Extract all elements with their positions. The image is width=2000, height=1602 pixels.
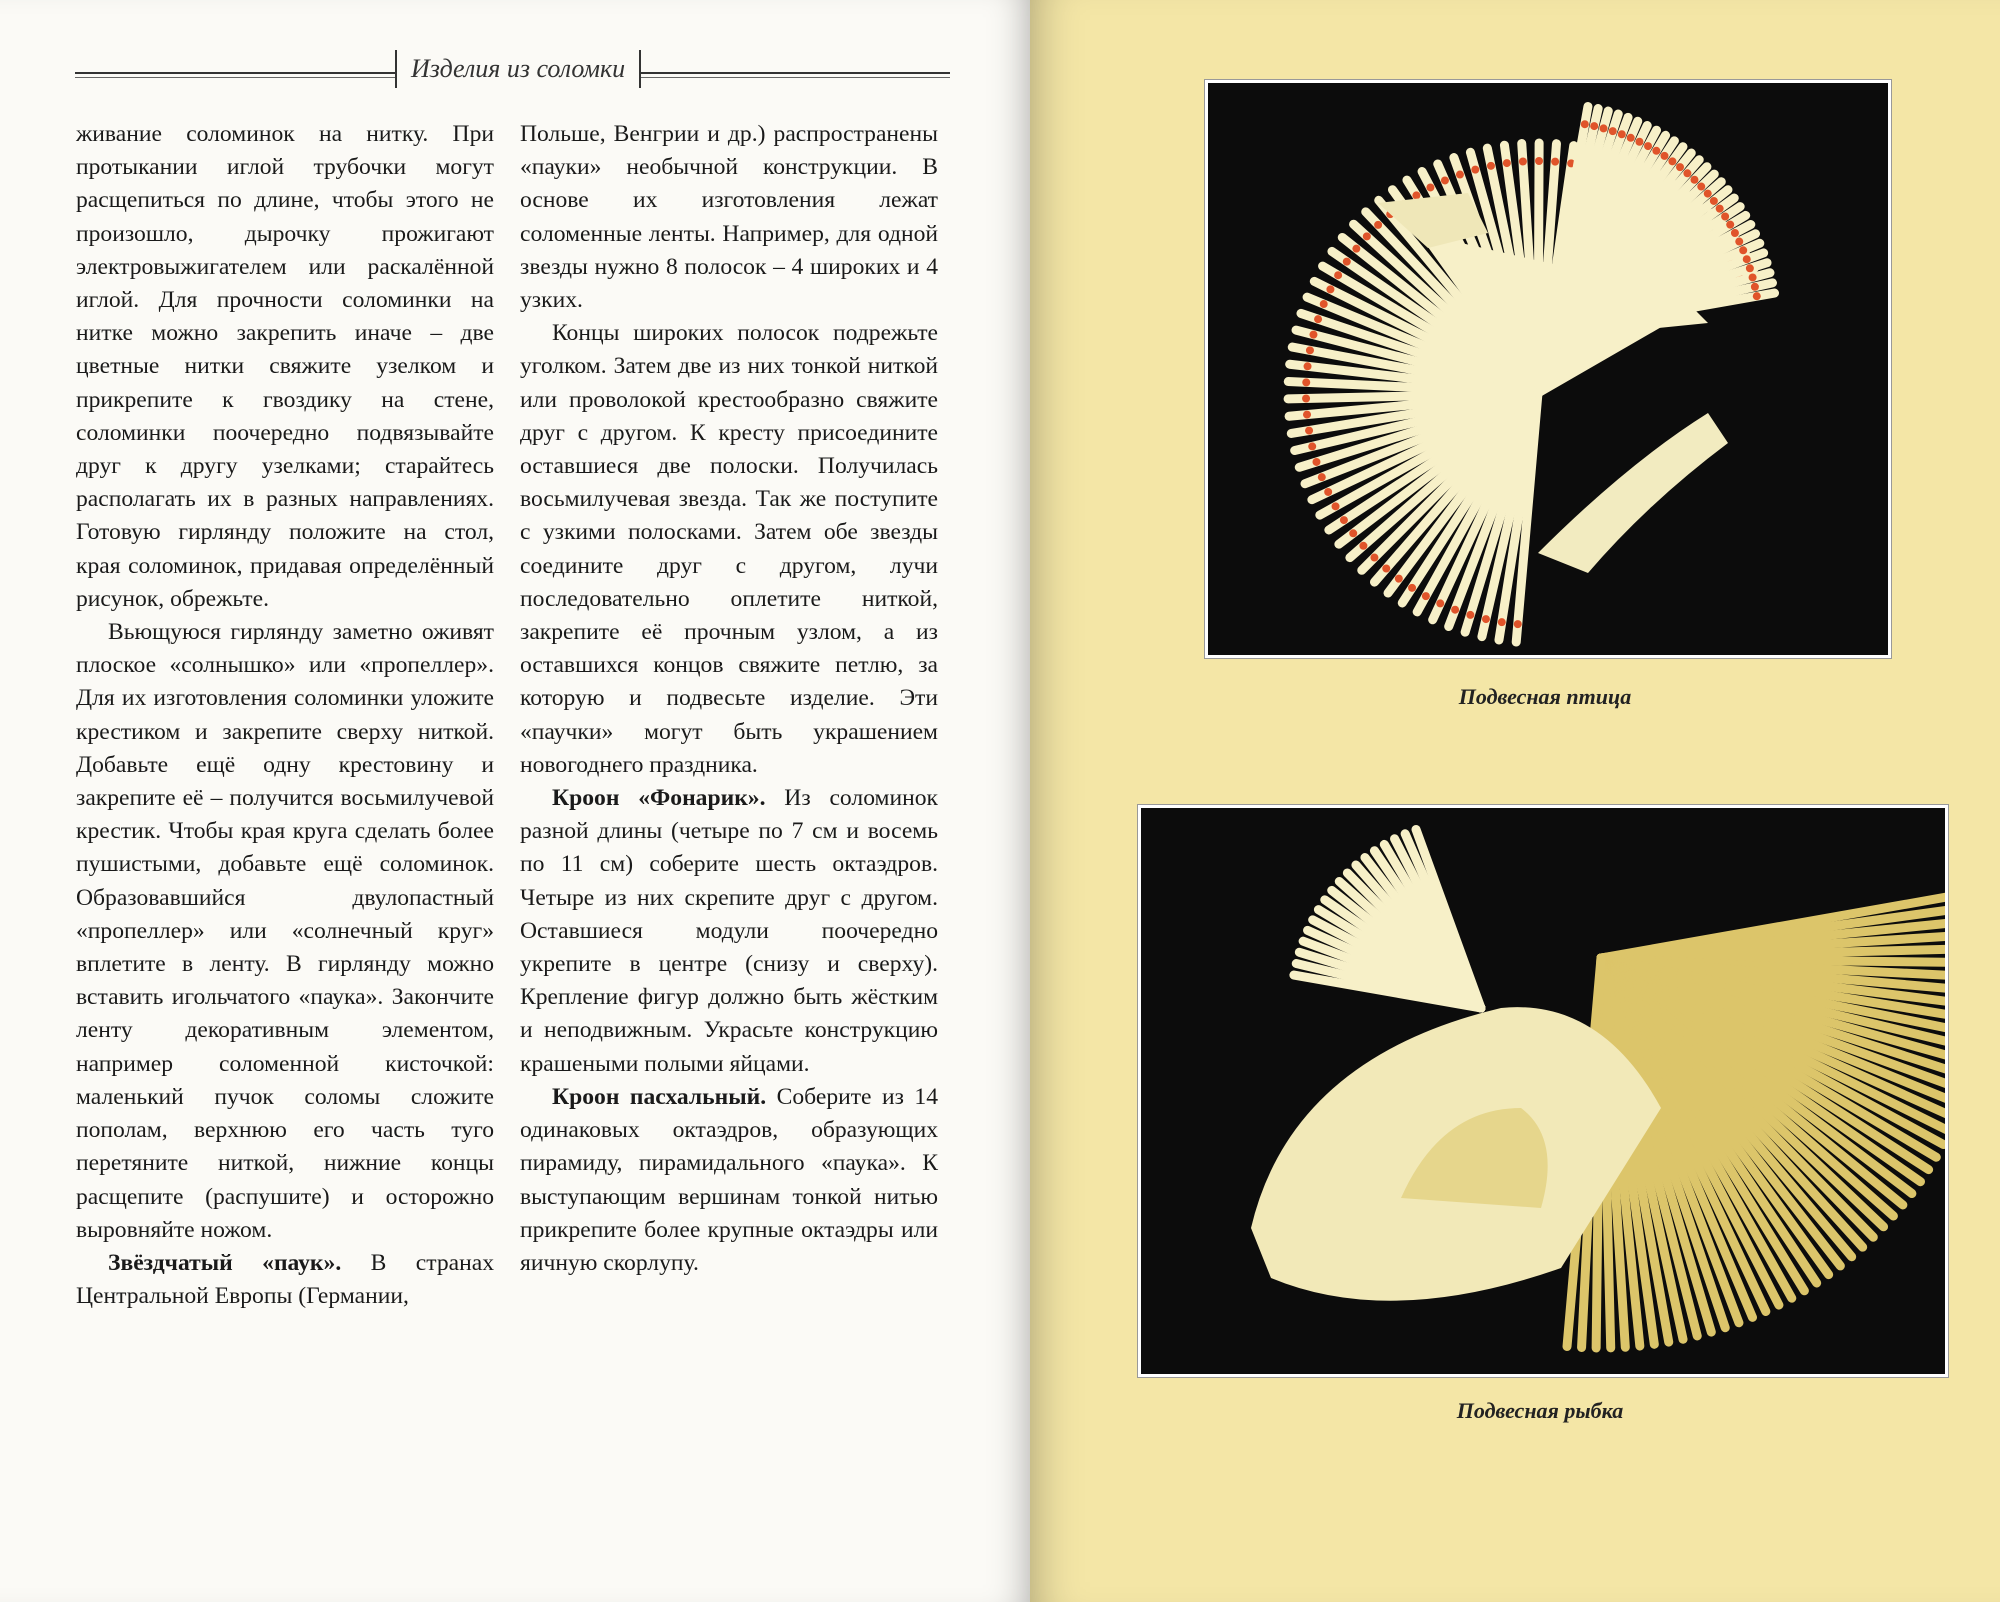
painted-tip	[1303, 411, 1311, 419]
painted-tip	[1581, 120, 1589, 128]
paragraph	[76, 1247, 494, 1313]
painted-tip	[1676, 163, 1684, 171]
paragraph	[520, 782, 938, 1081]
painted-tip	[1304, 362, 1312, 370]
painted-tip	[1334, 271, 1342, 279]
painted-tip	[1359, 542, 1367, 550]
painted-tip	[1352, 245, 1360, 253]
painted-tip	[1466, 611, 1474, 619]
painted-tip	[1535, 157, 1543, 165]
painted-tip	[1731, 229, 1739, 237]
painted-tip	[1314, 315, 1322, 323]
paragraph-text: Из соломинок разной длины (четыре по 7 см и восемь по 11 см) соберите шесть октаэдров. Четыре из них скрепите друг с другом. Оставшиеся модули поочередно укрепите в центре (снизу и сверху). Крепление фигур должно быть жёстким и неподвижным. Украсьте конструкцию крашеными полыми яйцами.	[520, 785, 938, 1077]
painted-tip	[1746, 264, 1754, 272]
painted-tip	[1487, 162, 1495, 170]
painted-tip	[1324, 488, 1332, 496]
text-column-right	[520, 118, 938, 1280]
painted-tip	[1749, 273, 1757, 281]
painted-tip	[1697, 183, 1705, 191]
painted-tip	[1551, 158, 1559, 166]
paragraph: Вьющуюся гирлянду заметно оживят плоское «солнышко» или «пропеллер». Для их изготовления соломинки уложите крестиком и закрепите сверху ниткой. Добавьте ещё одну крестовину и закрепите её – получится восьмилучевой крестик. Чтобы края круга сделать более пушистыми, добавьте ещё соломинок. Образовавшийся двулопастный «пропеллер» или «солнечный круг» вплетите в ленту. В гирлянду можно вставить игольчатого «паука». Закончите ленту декоративным элементом, например соломенной кисточкой: маленький пучок соломы сложите пополам, верхнюю его часть туго перетяните ниткой, нижние концы расщепите (распушите) и осторожно выровняйте ножом.	[76, 619, 494, 1243]
text-column-left	[76, 118, 494, 1313]
painted-tip	[1408, 584, 1416, 592]
paragraph	[520, 1081, 938, 1280]
painted-tip	[1751, 283, 1759, 291]
painted-tip	[1305, 427, 1313, 435]
paragraph: живание соломинок на нитку. При протыкании иглой трубочки могут расщепиться по длине, чтобы этого не произошло, дырочку прожигают электровыжигателем или раскалённой иглой. Для прочности соломинки на нитке можно закрепить иначе – две цветные нитки свяжите узелком и прикрепите к гвоздику на стене, соломинки поочередно подвязывайте друг к другу узелками; старайтесь располагать их в разных направлениях. Готовую гирлянду положите на стол, края соломинок, придавая определённый рисунок, обрежьте.	[76, 121, 494, 612]
painted-tip	[1332, 502, 1340, 510]
painted-tip	[1302, 378, 1310, 386]
painted-tip	[1716, 205, 1724, 213]
right-page	[1030, 0, 2000, 1602]
painted-tip	[1456, 171, 1464, 179]
painted-tip	[1503, 159, 1511, 167]
painted-tip	[1482, 615, 1490, 623]
painted-tip	[1309, 331, 1317, 339]
painted-tip	[1721, 213, 1729, 221]
section-heading: Звёздчатый «паук».	[108, 1249, 342, 1276]
painted-tip	[1412, 191, 1420, 199]
running-head	[75, 50, 950, 90]
painted-tip	[1370, 554, 1378, 562]
caption-hanging-bird: Подвесная птица	[1458, 684, 1632, 709]
painted-tip	[1302, 394, 1310, 402]
painted-tip	[1363, 232, 1371, 240]
painted-tip	[1739, 246, 1747, 254]
painted-tip	[1704, 190, 1712, 198]
painted-tip	[1471, 166, 1479, 174]
painted-tip	[1635, 138, 1643, 146]
caption-hanging-fish: Подвесная рыбка	[1456, 1398, 1624, 1423]
painted-tip	[1753, 292, 1761, 300]
painted-tip	[1498, 618, 1506, 626]
painted-tip	[1609, 127, 1617, 135]
painted-tip	[1308, 442, 1316, 450]
painted-tip	[1306, 346, 1314, 354]
painted-tip	[1743, 255, 1751, 263]
painted-tip	[1668, 157, 1676, 165]
running-title: Изделия из соломки	[395, 50, 641, 88]
painted-tip	[1374, 221, 1382, 229]
photo-hanging-bird	[1205, 80, 1891, 658]
paragraph-text: Соберите из 14 одинаковых октаэдров, образующих пирамиду, пирамидального «паука». К выступающим вершинам тонкой нитью прикрепите более крупные октаэдры или яичную скорлупу.	[520, 1083, 938, 1276]
painted-tip	[1451, 606, 1459, 614]
painted-tip	[1320, 300, 1328, 308]
fish-illustration	[1141, 808, 1945, 1374]
section-heading: Кроон «Фонарик».	[552, 785, 766, 812]
painted-tip	[1600, 124, 1608, 132]
painted-tip	[1312, 458, 1320, 466]
bird-illustration	[1208, 83, 1888, 655]
paragraph: Концы широких полосок подрежьте уголком. Затем две из них тонкой ниткой или проволокой крестообразно свяжите друг с другом. К кресту присоедините оставшиеся две полоски. Получилась восьмилучевая звезда. Так же поступите с узкими полосками. Затем обе звезды соедините друг с другом, лучи последовательно оплетите ниткой, закрепите её прочным узлом, а из оставшихся концов свяжите петлю, за которую и подвесьте изделие. Эти «паучки» могут быть украшением новогоднего праздника.	[520, 320, 938, 778]
painted-tip	[1343, 258, 1351, 266]
painted-tip	[1326, 285, 1334, 293]
painted-tip	[1395, 575, 1403, 583]
painted-tip	[1710, 197, 1718, 205]
painted-tip	[1644, 142, 1652, 150]
painted-tip	[1660, 152, 1668, 160]
painted-tip	[1426, 183, 1434, 191]
painted-tip	[1340, 516, 1348, 524]
painted-tip	[1318, 473, 1326, 481]
painted-tip	[1652, 147, 1660, 155]
painted-tip	[1349, 529, 1357, 537]
paragraph: Польше, Венгрии и др.) распространены «пауки» необычной конструкции. В основе их изготовления лежат соломенные ленты. Например, для одной звезды нужно 8 полосок – 4 широких и 4 узких.	[520, 121, 938, 314]
painted-tip	[1422, 592, 1430, 600]
section-heading: Кроон пасхальный.	[552, 1083, 767, 1110]
painted-tip	[1519, 157, 1527, 165]
painted-tip	[1618, 130, 1626, 138]
painted-tip	[1726, 221, 1734, 229]
painted-tip	[1441, 176, 1449, 184]
photo-hanging-fish	[1138, 805, 1948, 1377]
painted-tip	[1590, 122, 1598, 130]
painted-tip	[1683, 169, 1691, 177]
painted-tip	[1514, 620, 1522, 628]
painted-tip	[1382, 564, 1390, 572]
painted-tip	[1436, 599, 1444, 607]
painted-tip	[1627, 134, 1635, 142]
paragraph-text: В странах Центральной Европы (Германии,	[76, 1249, 494, 1310]
painted-tip	[1690, 176, 1698, 184]
painted-tip	[1735, 238, 1743, 246]
